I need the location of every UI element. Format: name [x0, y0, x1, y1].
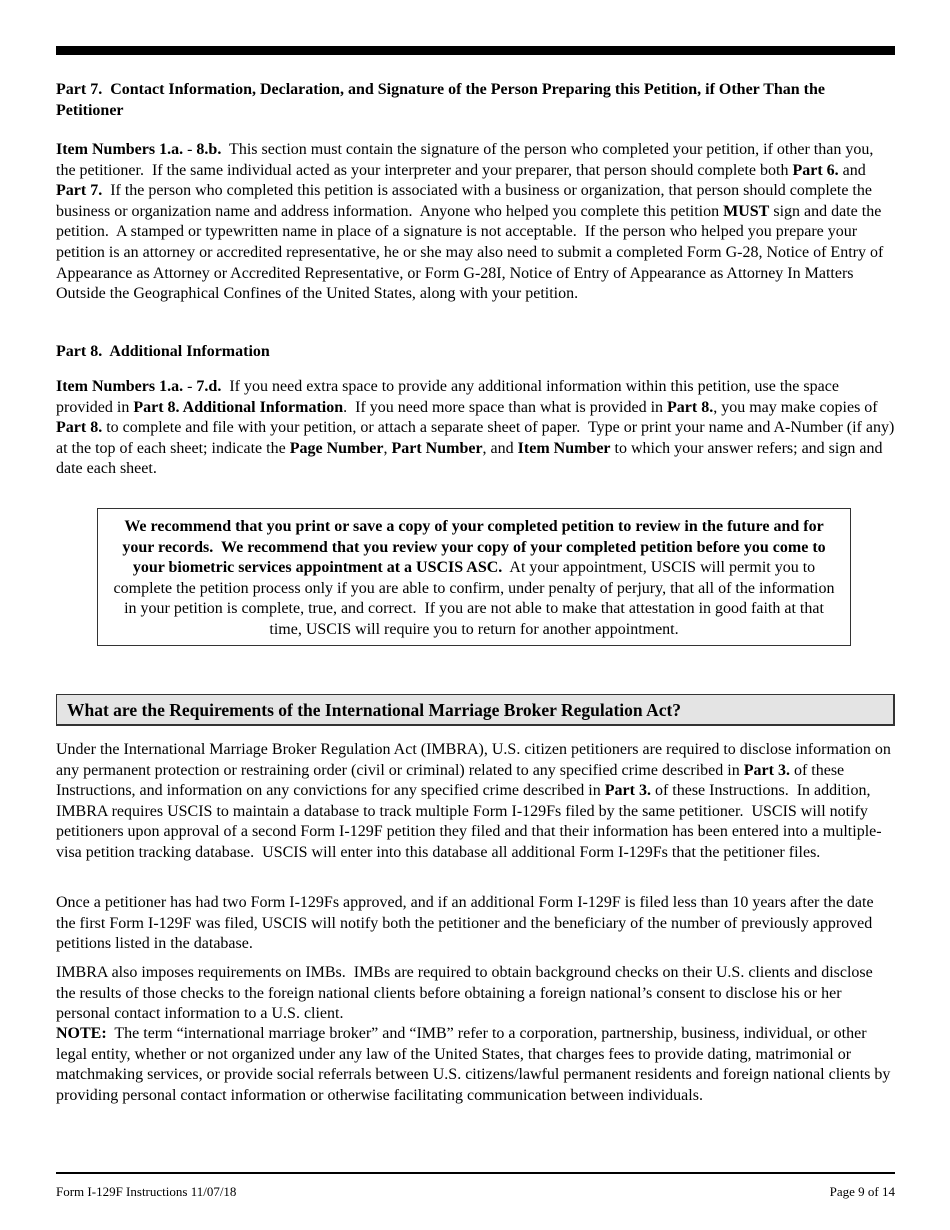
- bold-text: MUST: [723, 202, 770, 220]
- text-run: -: [183, 378, 197, 395]
- bold-text: 7.d.: [196, 378, 222, 395]
- bold-text: 8.b.: [196, 141, 222, 158]
- text-run: Once a petitioner has had two Form I-129Fs approved, and if an additional Form I-129F is filed less than 10 years after the date the first Form I-129F was filed, USCIS will notify both the petitioner and the beneficiary of the number of previously approved petitions listed in the database.: [56, 894, 878, 953]
- text-run: Under the International Marriage Broker Regulation Act (IMBRA), U.S. citizen petitioners are required to disclose information on any permanent protection or restraining order (civil or criminal) related to any specified crime described in: [56, 741, 895, 779]
- recommendation-note-box: [97, 508, 851, 646]
- imbra-note-paragraph: [56, 1024, 896, 1106]
- text-run: to which your answer refers; and sign and date each sheet.: [56, 439, 887, 478]
- recommendation-note-text: [98, 517, 850, 641]
- text-run: and: [838, 161, 870, 179]
- footer-rule: [56, 1172, 895, 1174]
- text-run: This section must contain the signature of the person who completed your petition, if other than you, the petitioner. If the same individual acted as your interpreter and your preparer, that person should complete both: [56, 141, 878, 179]
- part8-heading: Part 8. Additional Information: [56, 343, 270, 360]
- bold-text: Item Numbers 1.a.: [56, 141, 184, 158]
- text-run: sign and date the petition. A stamped or typewritten name in place of a signature is not acceptable. If the person who helped you prepare your petition is an attorney or accredited representative, he or she may also need to submit a completed Form G-28, Notice of Entry of Appearance as Attorney or Accredited Representative, or Form G-28I, Notice of Entry of Appearance as Attorney In Matters Outside the Geographical Confines of the United States, along with your petition.: [56, 202, 887, 303]
- bold-text: Part Number: [391, 439, 483, 457]
- bold-text: Part 7.: [56, 182, 103, 200]
- text-run: ,: [383, 439, 392, 457]
- text-run: -: [183, 141, 197, 158]
- text-run: If you need extra space to provide any additional information within this petition, use the space provided in: [56, 378, 843, 416]
- bold-text: Part 3.: [604, 782, 651, 800]
- imbra-paragraph-3: [56, 963, 896, 1025]
- imbra-paragraph-2: [56, 893, 896, 955]
- text-run: At your appointment, USCIS will permit you to complete the petition process only if you are able to confirm, under penalty of perjury, that all of the information in your petition is complete, true, and correct. If you are not able to make that attestation in good faith at that time, USCIS will require you to return for another appointment.: [113, 559, 839, 638]
- bold-text: Part 8. Additional Information: [133, 398, 344, 416]
- footer-form-id: Form I-129F Instructions 11/07/18: [56, 1184, 237, 1199]
- bold-text: We recommend that you print or save a copy of your completed petition to review in the future and for your records. We recommend that you review your copy of your completed petition before you come to your biometric services appointment at a USCIS ASC.: [122, 518, 830, 577]
- text-run: of these Instructions, and information on any convictions for any specified crime described in: [56, 761, 849, 800]
- part8-paragraph: [56, 377, 899, 480]
- header-rule: [56, 46, 895, 55]
- imbra-section-heading: What are the Requirements of the International Marriage Broker Regulation Act?: [56, 694, 895, 726]
- bold-text: Part 3.: [743, 761, 790, 779]
- part7-heading: Part 7. Contact Information, Declaration, and Signature of the Person Preparing this Petition, if Other Than the Petitioner: [56, 81, 829, 119]
- part7-paragraph: [56, 140, 896, 305]
- text-run: , and: [482, 439, 518, 457]
- text-run: IMBRA also imposes requirements on IMBs. IMBs are required to obtain background checks on their U.S. clients and disclose the results of those checks to the foreign national clients before obtaining a foreign national’s consent to disclose his or her personal contact information to a U.S. client.: [56, 964, 877, 1023]
- bold-text: NOTE:: [56, 1025, 107, 1042]
- text-run: to complete and file with your petition, or attach a separate sheet of paper. Type or print your name and A-Number (if any) at the top of each sheet; indicate the: [56, 419, 899, 457]
- footer-page-number: Page 9 of 14: [829, 1184, 895, 1199]
- text-run: If the person who completed this petition is associated with a business or organization, that person should complete the business or organization name and address information. Anyone who helped you complete this petition: [56, 182, 876, 220]
- bold-text: Part 8.: [667, 398, 714, 416]
- bold-text: Item Number: [517, 439, 611, 457]
- bold-text: Page Number: [289, 439, 384, 457]
- bold-text: Part 8.: [56, 419, 103, 437]
- text-run: of these Instructions. In addition, IMBRA requires USCIS to maintain a database to track multiple Form I-129Fs filed by the same petitioner. USCIS will notify petitioners upon approval of a second Form I-129F petition they filed and that their information has been entered into a multiple-visa petition tracking database. USCIS will enter into this database all additional Form I-129Fs that the petitioner files.: [56, 782, 882, 861]
- bold-text: Item Numbers 1.a.: [56, 378, 184, 395]
- text-run: , you may make copies of: [713, 398, 882, 416]
- text-run: The term “international marriage broker” and “IMB” refer to a corporation, partnership, business, individual, or other legal entity, whether or not organized under any law of the United States, that charges fees to provide dating, matrimonial or matchmaking services, or provide social referrals between U.S. citizens/lawful permanent residents and foreign national clients by providing personal contact information or otherwise facilitating communication between individuals.: [56, 1025, 895, 1104]
- bold-text: Part 6.: [792, 161, 839, 179]
- imbra-paragraph-1: [56, 740, 896, 864]
- text-run: . If you need more space than what is provided in: [343, 398, 668, 416]
